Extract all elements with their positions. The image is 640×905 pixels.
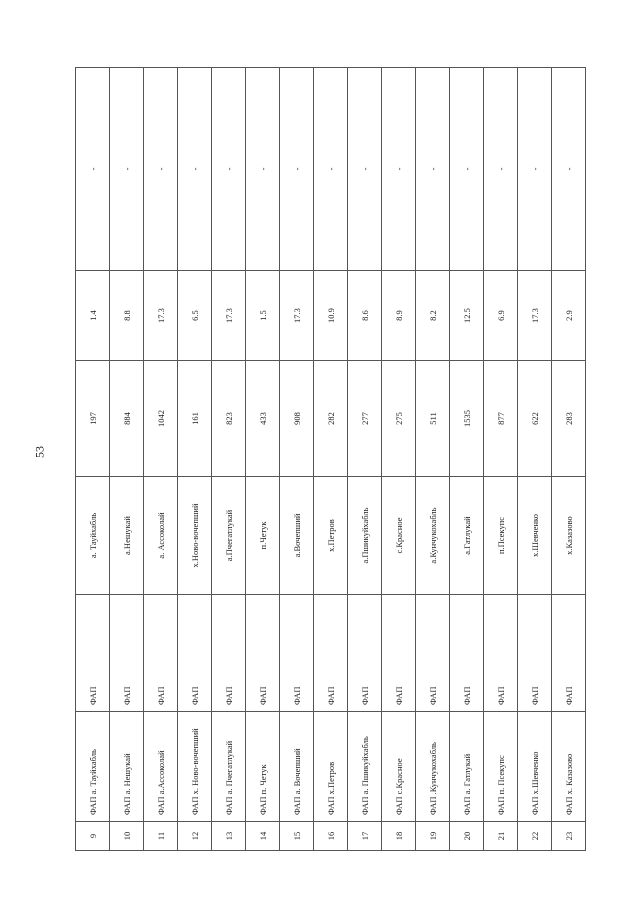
facility-type: ФАП	[76, 595, 110, 712]
row-number: 13	[212, 822, 246, 851]
table-row	[110, 68, 144, 851]
facility-name: ФАП .Кунчукохабль	[416, 712, 450, 822]
note: -	[382, 68, 416, 271]
distance: 6.9	[484, 271, 518, 361]
distance: 1.5	[246, 271, 280, 361]
table-row	[552, 68, 586, 851]
note: -	[110, 68, 144, 271]
facility-name: ФАП а. Вочепший	[280, 712, 314, 822]
population: 511	[416, 361, 450, 477]
row-number: 20	[450, 822, 484, 851]
distance: 8.6	[348, 271, 382, 361]
note: -	[280, 68, 314, 271]
facility-type: ФАП	[246, 595, 280, 712]
settlement: а.Гатлукай	[450, 477, 484, 595]
table-row	[178, 68, 212, 851]
facility-type: ФАП	[518, 595, 552, 712]
population: 283	[552, 361, 586, 477]
facility-type: ФАП	[144, 595, 178, 712]
facility-name: ФАП а. Пшикуйхабль	[348, 712, 382, 822]
facility-type: ФАП	[314, 595, 348, 712]
note: -	[246, 68, 280, 271]
table-row	[246, 68, 280, 851]
facility-type: ФАП	[212, 595, 246, 712]
settlement: х.Казазово	[552, 477, 586, 595]
facility-type: ФАП	[552, 595, 586, 712]
population: 197	[76, 361, 110, 477]
settlement: а.Пшикуйхабль	[348, 477, 382, 595]
facility-type: ФАП	[450, 595, 484, 712]
table-body	[76, 68, 586, 851]
facilities-table	[75, 67, 586, 851]
facility-name: ФАП х. Ново-вочепший	[178, 712, 212, 822]
facility-name: ФАП с.Красное	[382, 712, 416, 822]
facility-type: ФАП	[484, 595, 518, 712]
settlement: а.Пчегатлукай	[212, 477, 246, 595]
note: -	[212, 68, 246, 271]
settlement: а. Ассоколай	[144, 477, 178, 595]
table-row	[280, 68, 314, 851]
row-number: 15	[280, 822, 314, 851]
table-row	[348, 68, 382, 851]
page-number: 53	[32, 446, 47, 458]
settlement: а.Вочепший	[280, 477, 314, 595]
facility-type: ФАП	[348, 595, 382, 712]
note: -	[314, 68, 348, 271]
note: -	[484, 68, 518, 271]
settlement: х.Ново-вочепший	[178, 477, 212, 595]
facility-type: ФАП	[416, 595, 450, 712]
facilities-table-wrapper	[75, 68, 573, 851]
facility-name: ФАП х. Казазово	[552, 712, 586, 822]
facility-name: ФАП а.Ассоколай	[144, 712, 178, 822]
table-row	[484, 68, 518, 851]
distance: 17.3	[212, 271, 246, 361]
note: -	[552, 68, 586, 271]
settlement: п.Четук	[246, 477, 280, 595]
population: 908	[280, 361, 314, 477]
facility-name: ФАП а. Пчегатлукай	[212, 712, 246, 822]
table-row	[416, 68, 450, 851]
facility-name: ФАП х.Шевченко	[518, 712, 552, 822]
settlement: п.Псекупс	[484, 477, 518, 595]
note: -	[348, 68, 382, 271]
population: 275	[382, 361, 416, 477]
facility-name: ФАП а. Нешукай	[110, 712, 144, 822]
settlement: х.Шевченко	[518, 477, 552, 595]
row-number: 21	[484, 822, 518, 851]
population: 277	[348, 361, 382, 477]
distance: 12.5	[450, 271, 484, 361]
distance: 8.8	[110, 271, 144, 361]
facility-name: ФАП х.Петров	[314, 712, 348, 822]
settlement: а. Тауйхабль	[76, 477, 110, 595]
facility-type: ФАП	[110, 595, 144, 712]
population: 622	[518, 361, 552, 477]
row-number: 22	[518, 822, 552, 851]
row-number: 9	[76, 822, 110, 851]
population: 884	[110, 361, 144, 477]
table-row	[450, 68, 484, 851]
distance: 6.5	[178, 271, 212, 361]
distance: 10.9	[314, 271, 348, 361]
row-number: 11	[144, 822, 178, 851]
facility-name: ФАП а. Гатлукай	[450, 712, 484, 822]
row-number: 19	[416, 822, 450, 851]
row-number: 14	[246, 822, 280, 851]
population: 282	[314, 361, 348, 477]
note: -	[76, 68, 110, 271]
note: -	[144, 68, 178, 271]
row-number: 18	[382, 822, 416, 851]
table-row	[382, 68, 416, 851]
settlement: а.Нешукай	[110, 477, 144, 595]
population: 1535	[450, 361, 484, 477]
facility-type: ФАП	[178, 595, 212, 712]
table-row	[518, 68, 552, 851]
settlement: х.Петров	[314, 477, 348, 595]
row-number: 12	[178, 822, 212, 851]
note: -	[416, 68, 450, 271]
distance: 17.3	[280, 271, 314, 361]
settlement: а.Кунчукохабль	[416, 477, 450, 595]
note: -	[450, 68, 484, 271]
population: 823	[212, 361, 246, 477]
distance: 8.2	[416, 271, 450, 361]
settlement: с.Красное	[382, 477, 416, 595]
population: 877	[484, 361, 518, 477]
distance: 17.3	[144, 271, 178, 361]
distance: 1.4	[76, 271, 110, 361]
table-row	[144, 68, 178, 851]
facility-name: ФАП а. Тауйхабль	[76, 712, 110, 822]
population: 1042	[144, 361, 178, 477]
distance: 8.9	[382, 271, 416, 361]
distance: 17.3	[518, 271, 552, 361]
table-row	[314, 68, 348, 851]
facility-type: ФАП	[280, 595, 314, 712]
population: 161	[178, 361, 212, 477]
row-number: 23	[552, 822, 586, 851]
facility-type: ФАП	[382, 595, 416, 712]
distance: 2.9	[552, 271, 586, 361]
table-row	[212, 68, 246, 851]
facility-name: ФАП п. Псекупс	[484, 712, 518, 822]
row-number: 10	[110, 822, 144, 851]
note: -	[518, 68, 552, 271]
population: 433	[246, 361, 280, 477]
table-row	[76, 68, 110, 851]
note: -	[178, 68, 212, 271]
row-number: 16	[314, 822, 348, 851]
row-number: 17	[348, 822, 382, 851]
facility-name: ФАП п. Четук	[246, 712, 280, 822]
